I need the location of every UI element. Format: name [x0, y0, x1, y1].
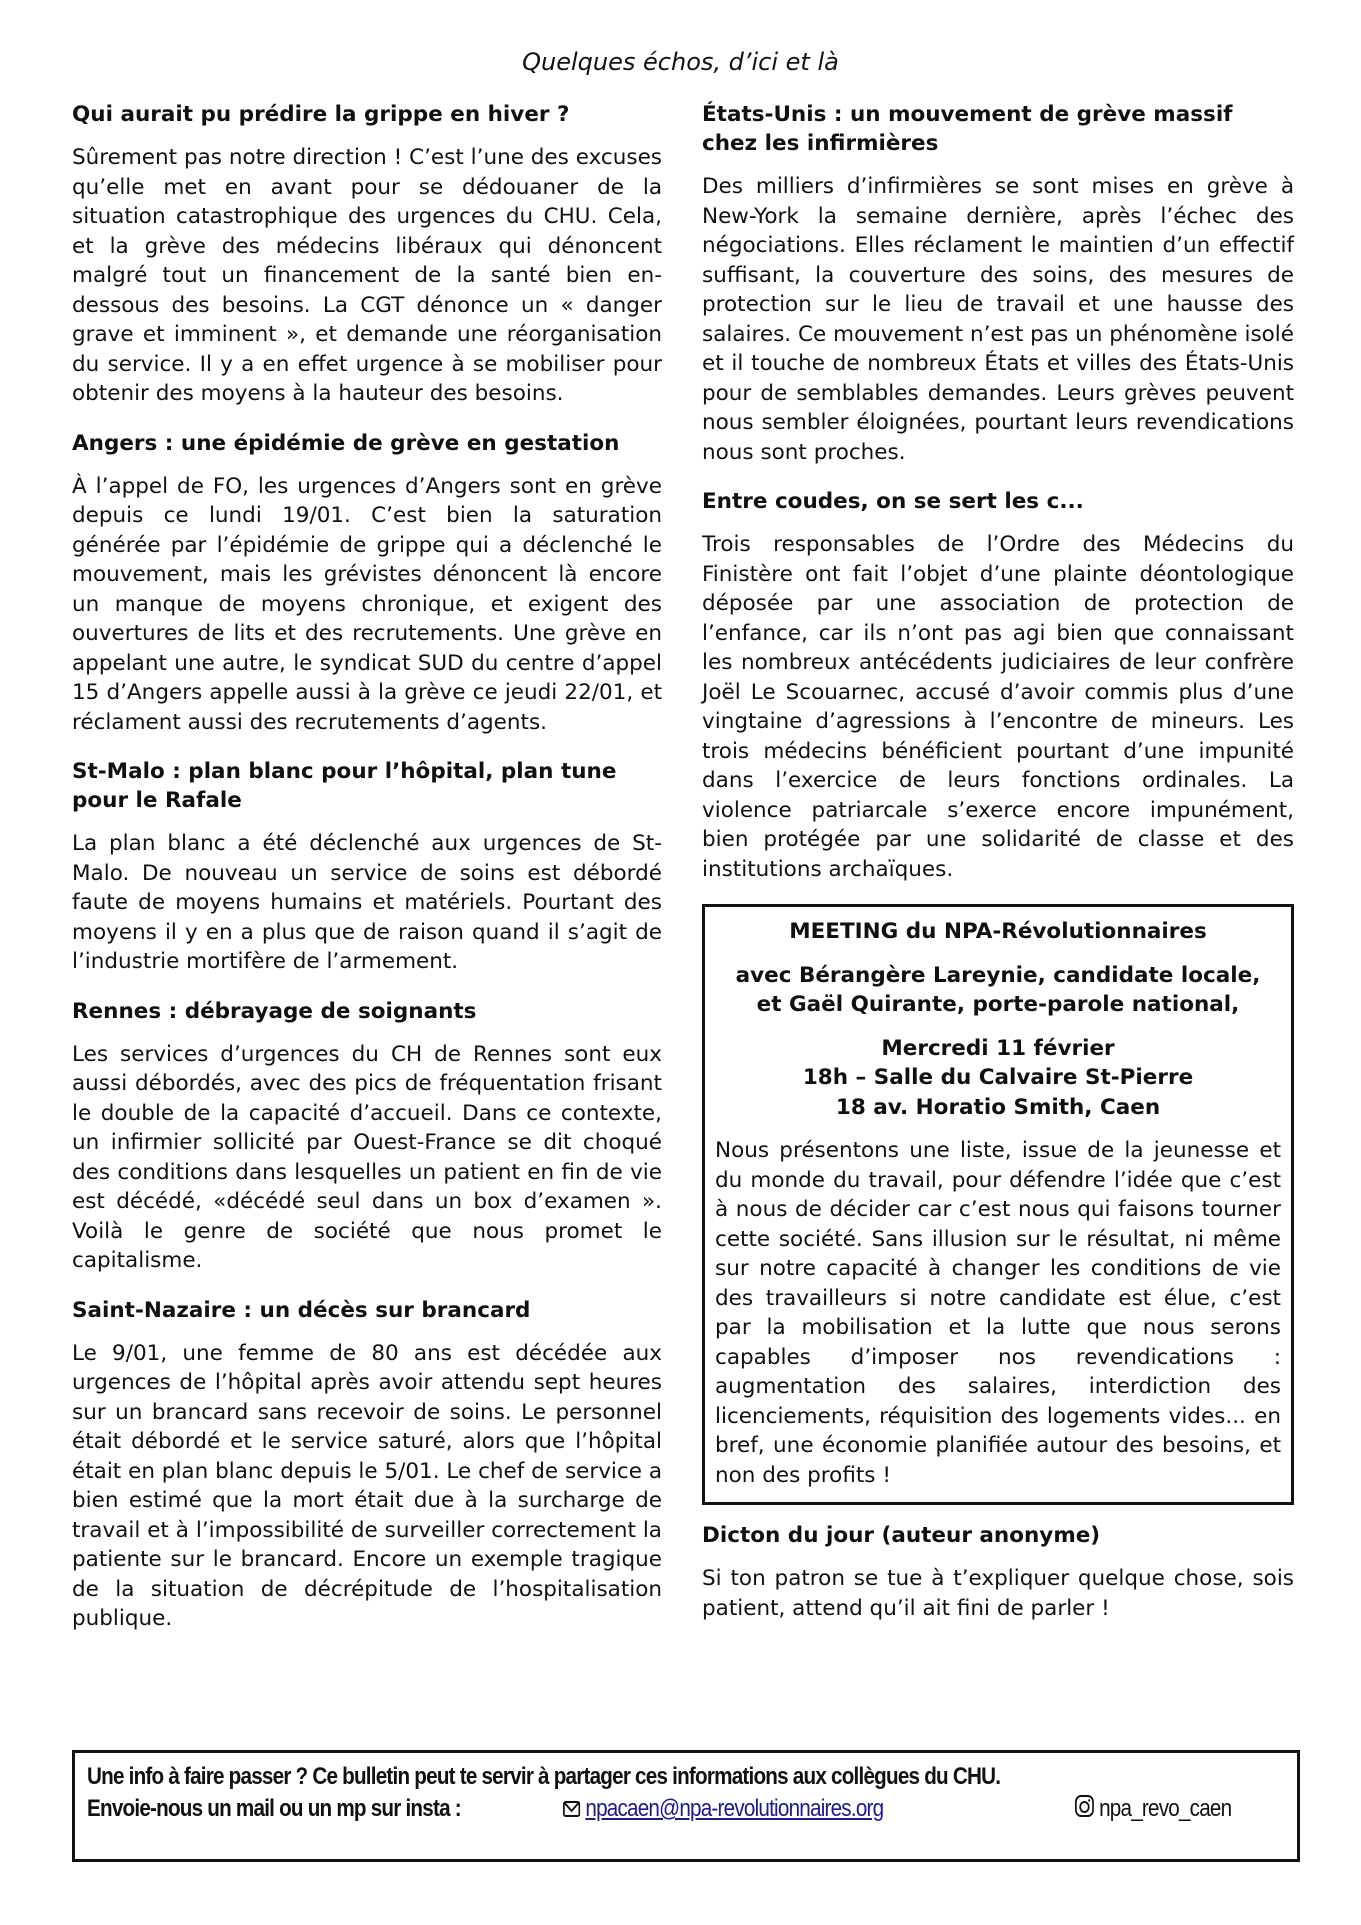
meeting-when-where	[715, 1034, 1281, 1123]
article-st-malo	[72, 757, 662, 977]
instagram-icon	[1075, 1795, 1094, 1824]
meeting-box	[702, 904, 1294, 1505]
article-heading: États-Unis : un mouvement de grève massif chez les infirmières	[702, 102, 1233, 156]
article-heading: Rennes : débrayage de soignants	[72, 998, 477, 1024]
article-heading: Angers : une épidémie de grève en gestation	[72, 430, 620, 456]
page-title: Quelques échos, d’ici et là	[522, 48, 839, 76]
dicton-du-jour	[702, 1521, 1294, 1623]
article-body: Sûrement pas notre direction ! C’est l’une des excuses qu’elle met en avant pour se dédouaner de la situation catastrophique des urgences du CHU. Cela, et la grève des médecins libéraux qui dénoncent malgré tout un financement de la santé bien en-dessous des besoins. La CGT dénonce un « danger grave et imminent », et demande une réorganisation du service. Il y a en effet urgence à se mobiliser pour obtenir des moyens à la hauteur des besoins.	[72, 145, 662, 406]
article-angers	[72, 429, 662, 738]
footer-line-2: Envoie-nous un mail ou un mp sur insta :	[87, 1795, 461, 1822]
dicton-body: Si ton patron se tue à t’expliquer quelque chose, sois patient, attend qu’il ait fini de parler !	[702, 1566, 1294, 1621]
instagram-contact	[1075, 1795, 1231, 1824]
article-body: Le 9/01, une femme de 80 ans est décédée aux urgences de l’hôpital après avoir attendu sept heures sur un brancard sans recevoir de soins. Le personnel était débordé et le service saturé, alors que l’hôpital était en plan blanc depuis le 5/01. Le chef de service a bien estimé que la mort était due à la surcharge de travail et à l’impossibilité de surveiller correctement la patiente sur le brancard. Encore un exemple tragique de la situation de décrépitude de l’hospitalisation publique.	[72, 1340, 662, 1631]
meeting-guests-line1: avec Bérangère Lareynie, candidate locale,	[735, 962, 1261, 988]
footer-line-1: Une info à faire passer ? Ce bulletin peut te servir à partager ces informations aux collègues du CHU.	[87, 1763, 1001, 1790]
article-entre-coudes	[702, 487, 1294, 884]
article-body: La plan blanc a été déclenché aux urgences de St-Malo. De nouveau un service de soins est débordé faute de moyens humains et matériels. Pourtant des moyens il y en a plus que de raison quand il s’agit de l’industrie mortifère de l’armement.	[72, 831, 662, 974]
article-rennes	[72, 997, 662, 1276]
meeting-address: 18 av. Horatio Smith, Caen	[835, 1094, 1161, 1120]
meeting-body: Nous présentons une liste, issue de la jeunesse et du monde du travail, pour défendre l’idée que c’est à nous de décider car c’est nous qui faisons tourner cette société. Sans illusion sur le résultat, ni même sur notre capacité à changer les conditions de vie des travailleurs si notre candidate est élue, c’est par la mobilisation et la lutte que nous serons capables d’imposer nos revendications : augmentation des salaires, interdiction des licenciements, réquisition des logements vides... en bref, une économie planifiée autour des besoins, et non des profits !	[715, 1138, 1281, 1488]
meeting-guests-line2: et Gaël Quirante, porte-parole national,	[756, 992, 1240, 1017]
meeting-time-place: 18h – Salle du Calvaire St-Pierre	[802, 1065, 1194, 1090]
instagram-handle[interactable]: npa_revo_caen	[1099, 1795, 1232, 1822]
article-body: Les services d’urgences du CH de Rennes sont eux aussi débordés, avec des pics de fréquentation frisant le double de la capacité d’accueil. Dans ce contexte, un infirmier sollicité par Ouest-France se dit choqué des conditions dans lesquelles un patient en fin de vie est décédé, «décédé seul dans un box d’examen ». Voilà le genre de société que nous promet le capitalisme.	[72, 1041, 662, 1273]
article-grippe	[72, 100, 662, 409]
footer-contact-box	[72, 1750, 1300, 1862]
article-body: Trois responsables de l’Ordre des Médecins du Finistère ont fait l’objet d’une plainte déontologique déposée par une association de protection de l’enfance, car ils n’ont pas agi bien que connaissant les nombreux antécédents judiciaires de leur confrère Joël Le Scouarnec, accusé d’avoir commis plus d’une vingtaine d’agressions à l’encontre de mineurs. Les trois médecins bénéficient pourtant d’une impunité dans l’exercice de leurs fonctions ordinales. La violence patriarcale s’exerce encore impunément, bien protégée par une solidarité de classe et des institutions archaïques.	[702, 532, 1294, 882]
article-heading: Saint-Nazaire : un décès sur brancard	[72, 1297, 531, 1323]
left-column	[72, 100, 662, 1654]
email-contact	[563, 1795, 883, 1824]
email-link[interactable]: npacaen@npa-revolutionnaires.org	[585, 1795, 884, 1822]
meeting-title: MEETING du NPA-Révolutionnaires	[789, 919, 1207, 944]
meeting-guests	[715, 961, 1281, 1020]
article-heading: St-Malo : plan blanc pour l’hôpital, plan tune pour le Rafale	[72, 759, 617, 813]
meeting-date: Mercredi 11 février	[881, 1035, 1115, 1061]
mail-icon	[563, 1796, 580, 1824]
article-saint-nazaire	[72, 1296, 662, 1634]
right-column	[702, 100, 1294, 1643]
article-body: Des milliers d’infirmières se sont mises en grève à New-York la semaine dernière, après l’échec des négociations. Elles réclament le maintien d’un effectif suffisant, la couverture des soins, des mesures de protection sur le lieu de travail et une hausse des salaires. Ce mouvement n’est pas un phénomène isolé et il touche de nombreux États et villes des États-Unis pour de semblables demandes. Leurs grèves peuvent nous sembler éloignées, pourtant leurs revendications nous sont proches.	[702, 174, 1294, 465]
article-body: À l’appel de FO, les urgences d’Angers sont en grève depuis ce lundi 19/01. C’est bien la saturation générée par l’épidémie de grippe qui a déclenché le mouvement, mais les grévistes dénoncent là encore un manque de moyens chronique, et exigent des ouvertures de lits et des recrutements. Une grève en appelant une autre, le syndicat SUD du centre d’appel 15 d’Angers appelle aussi à la grève ce jeudi 22/01, et réclament aussi des recrutements d’agents.	[72, 473, 662, 735]
article-heading: Entre coudes, on se sert les c...	[702, 489, 1084, 514]
article-etats-unis	[702, 100, 1294, 467]
dicton-heading: Dicton du jour (auteur anonyme)	[702, 1523, 1101, 1548]
article-heading: Qui aurait pu prédire la grippe en hiver ?	[72, 102, 570, 127]
